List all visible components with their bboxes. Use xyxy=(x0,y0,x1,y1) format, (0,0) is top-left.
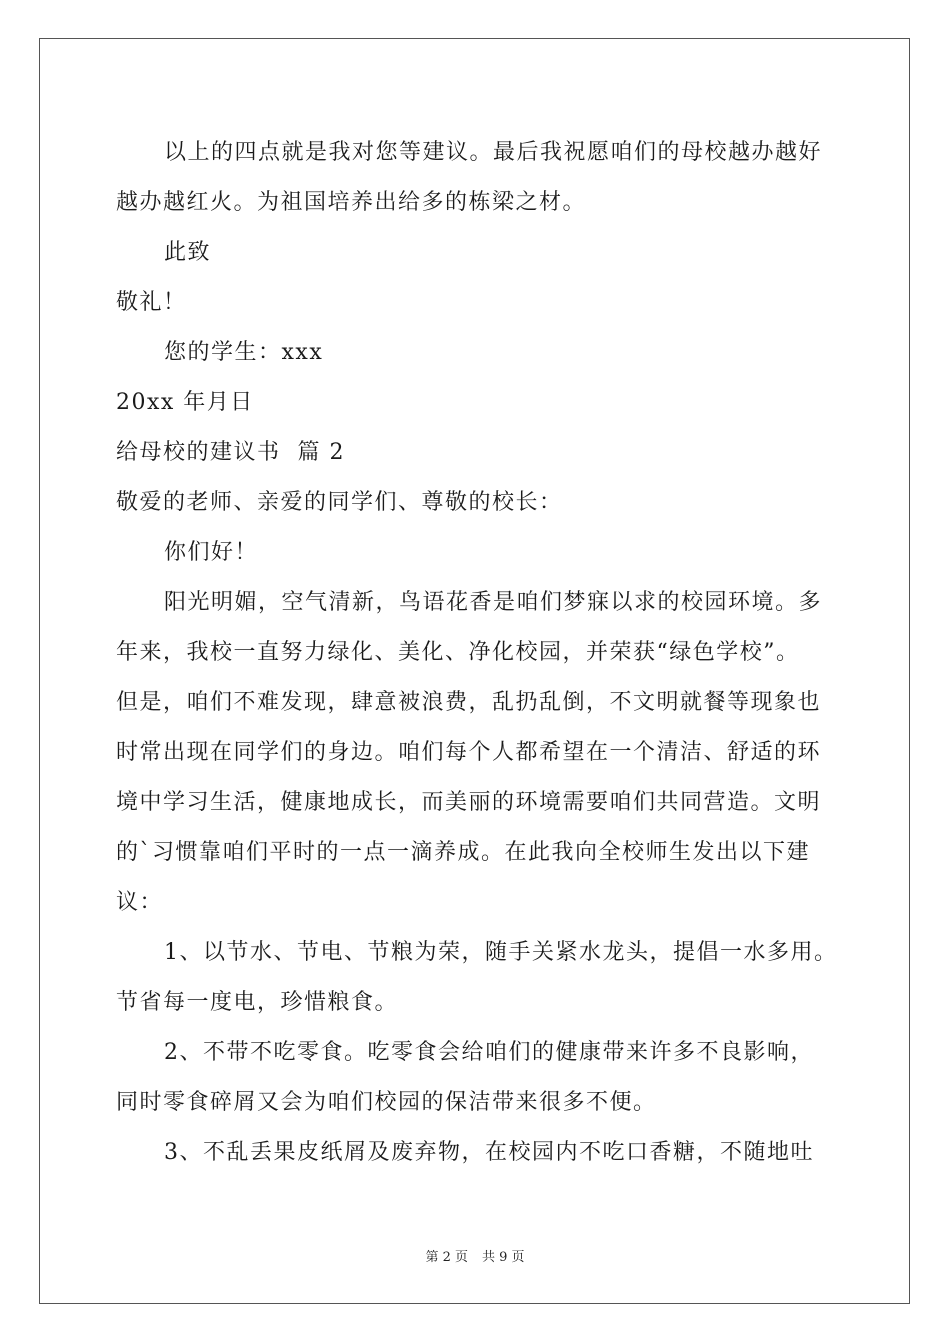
list-item: 1、以节水、节电、节粮为荣，随手关紧水龙头，提倡一水多用。 xyxy=(164,940,838,965)
text-line: 时常出现在同学们的身边。咱们每个人都希望在一个清洁、舒适的环 xyxy=(116,740,822,765)
list-item: 2、不带不吃零食。吃零食会给咱们的健康带来许多不良影响， xyxy=(164,1040,814,1065)
list-item-continuation: 同时零食碎屑又会为咱们校园的保洁带来很多不便。 xyxy=(116,1090,657,1115)
text-line: 境中学习生活，健康地成长，而美丽的环境需要咱们共同营造。文明 xyxy=(116,790,822,815)
text-line: 阳光明媚，空气清新，鸟语花香是咱们梦寐以求的校园环境。多 xyxy=(164,590,823,615)
text-line: 议： xyxy=(116,890,164,915)
list-item: 3、不乱丢果皮纸屑及废弃物，在校园内不吃口香糖，不随地吐 xyxy=(164,1140,814,1165)
date-line: 20xx 年月日 xyxy=(116,390,254,415)
text-line: 的`习惯靠咱们平时的一点一滴养成。在此我向全校师生发出以下建 xyxy=(116,840,811,865)
signature-line: 您的学生：xxx xyxy=(164,340,324,365)
closing-salutation: 此致 xyxy=(164,240,212,265)
text-line: 但是，咱们不难发现，肆意被浪费，乱扔乱倒，不文明就餐等现象也 xyxy=(116,690,822,715)
page-total: 共 9 页 xyxy=(482,1250,525,1265)
page-number: 第 2 页 xyxy=(425,1250,468,1265)
text-line: 你们好！ xyxy=(164,540,259,565)
list-item-continuation: 节省每一度电，珍惜粮食。 xyxy=(116,990,399,1015)
page-footer xyxy=(0,1246,950,1265)
document-body xyxy=(116,128,846,1178)
text-line: 越办越红火。为祖国培养出给多的栋梁之材。 xyxy=(116,190,587,215)
closing-regards: 敬礼！ xyxy=(116,290,187,315)
greeting-line: 敬爱的老师、亲爱的同学们、尊敬的校长： xyxy=(116,490,563,515)
text-line: 以上的四点就是我对您等建议。最后我祝愿咱们的母校越办越好 xyxy=(164,140,823,165)
section-title: 给母校的建议书 篇 2 xyxy=(116,440,345,465)
text-line: 年来，我校一直努力绿化、美化、净化校园，并荣获“绿色学校”。 xyxy=(116,640,800,665)
